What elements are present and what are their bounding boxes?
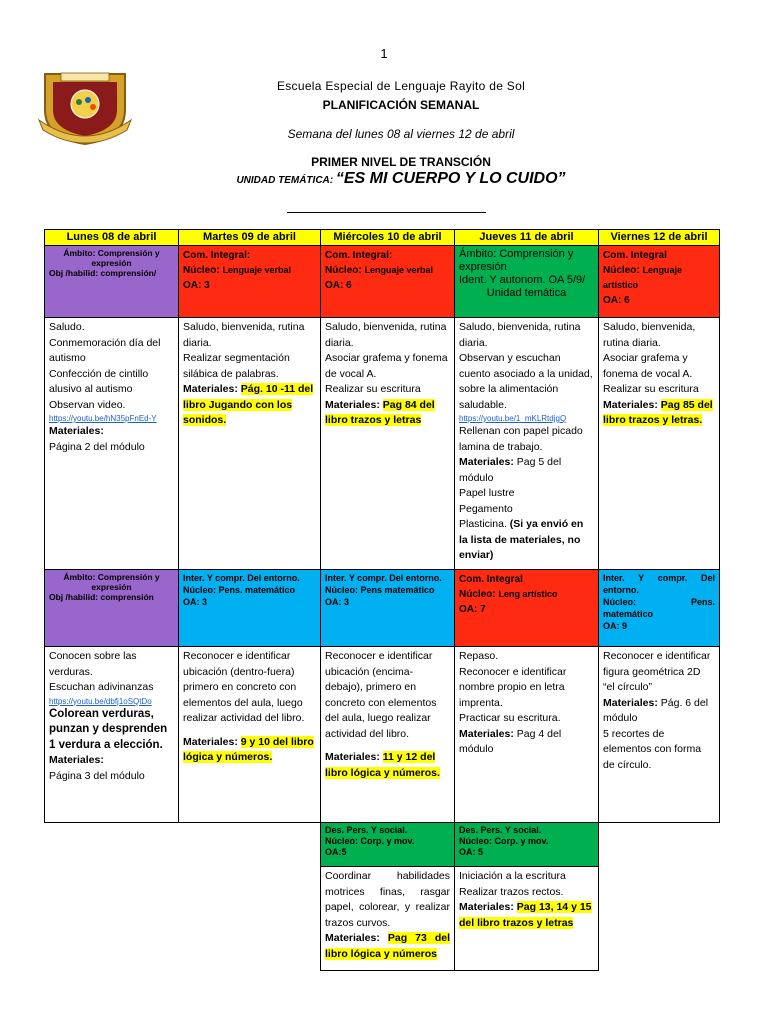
friday-activity-1: Saludo, bienvenida, rutina diaria. Asociar grafema y fonema de vocal A. Realizar su escritura Materiales: Pag 85 del libro trazos y letras. bbox=[599, 318, 720, 570]
tuesday-activity-2: Reconocer e identificar ubicación (dentro-fuera) primero en concreto con elementos del aula, luego realizar actividad del libro. Materiales: 9 y 10 del libro lógica y números. bbox=[179, 647, 321, 823]
activity-row-2 bbox=[45, 647, 720, 823]
day-header-row bbox=[45, 230, 720, 246]
wednesday-objective-3: Des. Pers. Y social. Núcleo: Corp. y mov. OA:5 bbox=[321, 823, 455, 867]
day-monday: Lunes 08 de abril bbox=[45, 230, 179, 246]
week-range: Semana del lunes 08 al viernes 12 de abril bbox=[287, 127, 515, 141]
monday-activity-2: Conocen sobre las verduras. Escuchan adivinanzas https://youtu.be/dbfj1oSQtDo Colorean verduras, punzan y desprenden 1 verdura a elección. Materiales: Página 3 del módulo bbox=[45, 647, 179, 823]
empty-cell bbox=[179, 867, 321, 971]
thursday-objective-1: Ámbito: Comprensión y expresión Ident. Y autonom. OA 5/9/ Unidad temática bbox=[455, 246, 599, 318]
day-tuesday: Martes 09 de abril bbox=[179, 230, 321, 246]
wednesday-activity-3: Coordinar habilidades motrices finas, rasgar papel, colorear, y realizar trazos curvos. Materiales: Pag 73 del libro lógica y números bbox=[321, 867, 455, 971]
monday-objective-1: Ámbito: Comprensión y expresión Obj /habilid: comprensión/ bbox=[45, 246, 179, 318]
empty-cell bbox=[599, 867, 720, 971]
day-friday: Viernes 12 de abril bbox=[599, 230, 720, 246]
school-name: Escuela Especial de Lenguaje Rayito de Sol bbox=[276, 79, 526, 93]
wednesday-activity-2: Reconocer e identificar ubicación (encima-debajo), primero en concreto con elementos del aula, luego realizar actividad del libro. Materiales: 11 y 12 del libro lógica y números. bbox=[321, 647, 455, 823]
objective-row-3 bbox=[45, 823, 720, 867]
wednesday-objective-2: Inter. Y compr. Del entorno. Núcleo: Pens matemático OA: 3 bbox=[321, 570, 455, 647]
thursday-objective-2: Com. Integral Núcleo: Leng artístico OA: 7 bbox=[455, 570, 599, 647]
video-link[interactable]: https://youtu.be/dbfj1oSQtDo bbox=[49, 696, 152, 706]
video-link[interactable]: https://youtu.be/hN35pFnEd-Y bbox=[49, 414, 157, 423]
friday-objective-1: Com. Integral Núcleo: Lenguaje artístico OA: 6 bbox=[599, 246, 720, 318]
activity-row-1 bbox=[45, 318, 720, 570]
page-number: 1 bbox=[380, 46, 388, 61]
thursday-activity-1: Saludo, bienvenida, rutina diaria. Observan y escuchan cuento asociado a la unidad, sobre la alimentación saludable. https://youtu.be/1_mKLRtdjgQ Rellenan con papel picado lamina de trabajo. Materiales: Pag 5 del módulo Papel lustre Pegamento Plasticina. (Si ya envió en la lista de materiales, no enviar) bbox=[455, 318, 599, 570]
document-title: PLANIFICACIÓN SEMANAL bbox=[322, 98, 480, 112]
empty-cell bbox=[45, 867, 179, 971]
friday-objective-2: Inter. Y compr. Del entorno. Núcleo: Pens. matemático OA: 9 bbox=[599, 570, 720, 647]
tuesday-objective-2: Inter. Y compr. Del entorno. Núcleo: Pens. matemático OA: 3 bbox=[179, 570, 321, 647]
unit-title bbox=[0, 170, 768, 188]
thursday-objective-3: Des. Pers. Y social. Núcleo: Corp. y mov. OA: 5 bbox=[455, 823, 599, 867]
video-link[interactable]: https://youtu.be/1_mKLRtdjgQ bbox=[459, 414, 567, 423]
objective-row-1 bbox=[45, 246, 720, 318]
friday-activity-2: Reconocer e identificar figura geométrica 2D “el círculo” Materiales: Pág. 6 del módulo 5 recortes de elementos con forma de círculo. bbox=[599, 647, 720, 823]
day-wednesday: Miércoles 10 de abril bbox=[321, 230, 455, 246]
day-thursday: Jueves 11 de abril bbox=[455, 230, 599, 246]
tuesday-activity-1: Saludo, bienvenida, rutina diaria. Realizar segmentación silábica de palabras. Materiales: Pág. 10 -11 del libro Jugando con los sonidos. bbox=[179, 318, 321, 570]
empty-cell bbox=[599, 823, 720, 867]
wednesday-activity-1: Saludo, bienvenida, rutina diaria. Asociar grafema y fonema de vocal A. Realizar su escritura Materiales: Pag 84 del libro trazos y letras bbox=[321, 318, 455, 570]
objective-row-2 bbox=[45, 570, 720, 647]
header-divider bbox=[287, 212, 486, 213]
monday-activity-1: Saludo. Conmemoración día del autismo Confección de cintillo alusivo al autismo Observan video. https://youtu.be/hN35pFnEd-Y Materiales: Página 2 del módulo bbox=[45, 318, 179, 570]
empty-cell bbox=[179, 823, 321, 867]
unit-label: UNIDAD TEMÁTICA: bbox=[236, 175, 334, 186]
thursday-activity-3: Iniciación a la escritura Realizar trazos rectos. Materiales: Pag 13, 14 y 15 del libro trazos y letras bbox=[455, 867, 599, 971]
activity-row-3 bbox=[45, 867, 720, 971]
tuesday-objective-1: Com. Integral: Núcleo: Lenguaje verbal OA: 3 bbox=[179, 246, 321, 318]
wednesday-objective-1: Com. Integral: Núcleo: Lenguaje verbal OA: 6 bbox=[321, 246, 455, 318]
weekly-plan-table bbox=[44, 229, 720, 971]
level-title: PRIMER NIVEL DE TRANSCIÓN bbox=[311, 155, 491, 169]
empty-cell bbox=[45, 823, 179, 867]
monday-objective-2: Ámbito: Comprensión y expresión Obj /habilid: comprensión bbox=[45, 570, 179, 647]
thursday-activity-2: Repaso. Reconocer e identificar nombre propio en letra imprenta. Practicar su escritura. Materiales: Pag 4 del módulo bbox=[455, 647, 599, 823]
unit-name: “ES MI CUERPO Y LO CUIDO” bbox=[335, 170, 566, 187]
